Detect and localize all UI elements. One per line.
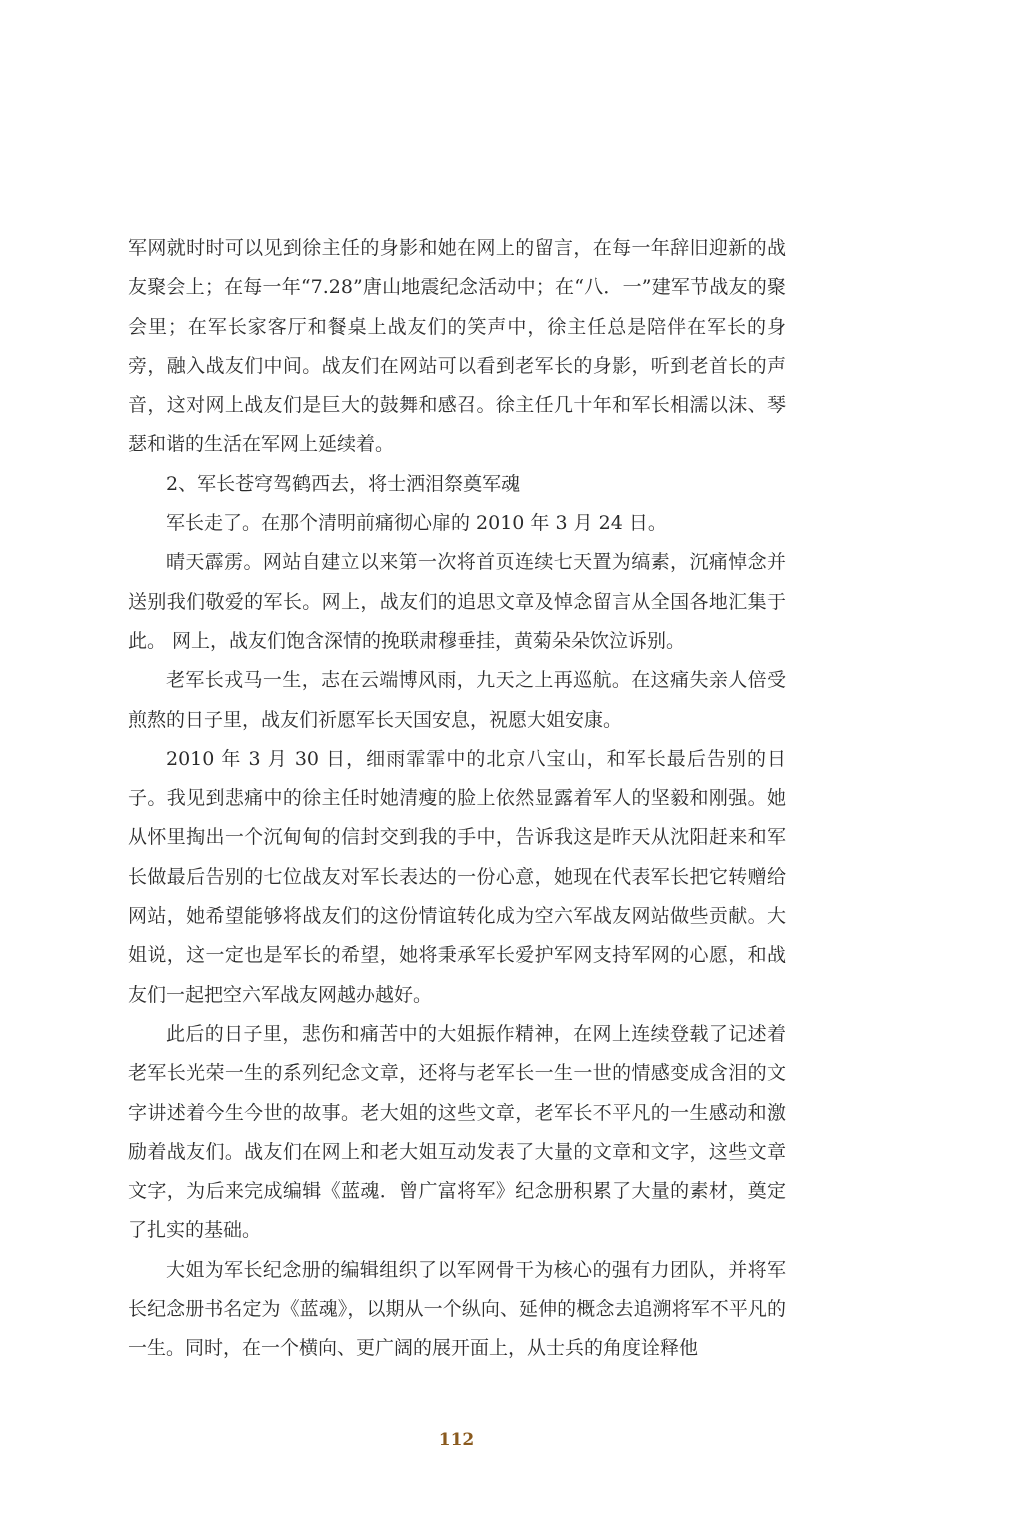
paragraph: 2010 年 3 月 30 日，细雨霏霏中的北京八宝山，和军长最后告别的日子。我见到悲痛中的徐主任时她清瘦的脸上依然显露着军人的坚毅和刚强。她从怀里掏出一个沉甸甸的信封交到我的手中，告诉我这是昨天从沈阳赶来和军长做最后告别的七位战友对军长表达的一份心意，她现在代表军长把它转赠给网站，她希望能够将战友们的这份情谊转化成为空六军战友网站做些贡献。大姐说，这一定也是军长的希望，她将秉承军长爱护军网支持军网的心愿，和战友们一起把空六军战友网越办越好。 [128,747,786,1006]
paragraph: 大姐为军长纪念册的编辑组织了以军网骨干为核心的强有力团队，并将军长纪念册书名定为《蓝魂》，以期从一个纵向、延伸的概念去追溯将军不平凡的一生。同时，在一个横向、更广阔的展开面上，从士兵的角度诠释他 [128,1258,786,1360]
section-heading: 2、军长苍穹驾鹤西去，将士洒泪祭奠军魂 [166,472,521,495]
paragraph: 晴天霹雳。网站自建立以来第一次将首页连续七天置为缟素，沉痛悼念并送别我们敬爱的军长。网上，战友们的追思文章及悼念留言从全国各地汇集于此。 网上，战友们饱含深情的挽联肃穆垂挂，黄菊朵朵饮泣诉别。 [128,551,786,652]
paragraph: 军网就时时可以见到徐主任的身影和她在网上的留言，在每一年辞旧迎新的战友聚会上；在每一年“7.28”唐山地震纪念活动中；在“八．一”建军节战友的聚会里；在军长家客厅和餐桌上战友们的笑声中，徐主任总是陪伴在军长的身旁，融入战友们中间。战友们在网站可以看到老军长的身影，听到老首长的声音，这对网上战友们是巨大的鼓舞和感召。徐主任几十年和军长相濡以沫、琴瑟和谐的生活在军网上延续着。 [128,237,786,456]
page-body-text [128,229,786,1369]
paragraph: 此后的日子里，悲伤和痛苦中的大姐振作精神，在网上连续登载了记述着老军长光荣一生的系列纪念文章，还将与老军长一生一世的情感变成含泪的文字讲述着今生今世的故事。老大姐的这些文章，老军长不平凡的一生感动和激励着战友们。战友们在网上和老大姐互动发表了大量的文章和文字，这些文章文字，为后来完成编辑《蓝魂．曾广富将军》纪念册积累了大量的素材，奠定了扎实的基础。 [128,1022,786,1242]
page-number: 112 [438,1430,475,1450]
paragraph: 军长走了。在那个清明前痛彻心扉的 2010 年 3 月 24 日。 [166,512,667,535]
paragraph: 老军长戎马一生，志在云端博风雨，九天之上再巡航。在这痛失亲人倍受煎熬的日子里，战友们祈愿军长天国安息，祝愿大姐安康。 [128,669,786,731]
